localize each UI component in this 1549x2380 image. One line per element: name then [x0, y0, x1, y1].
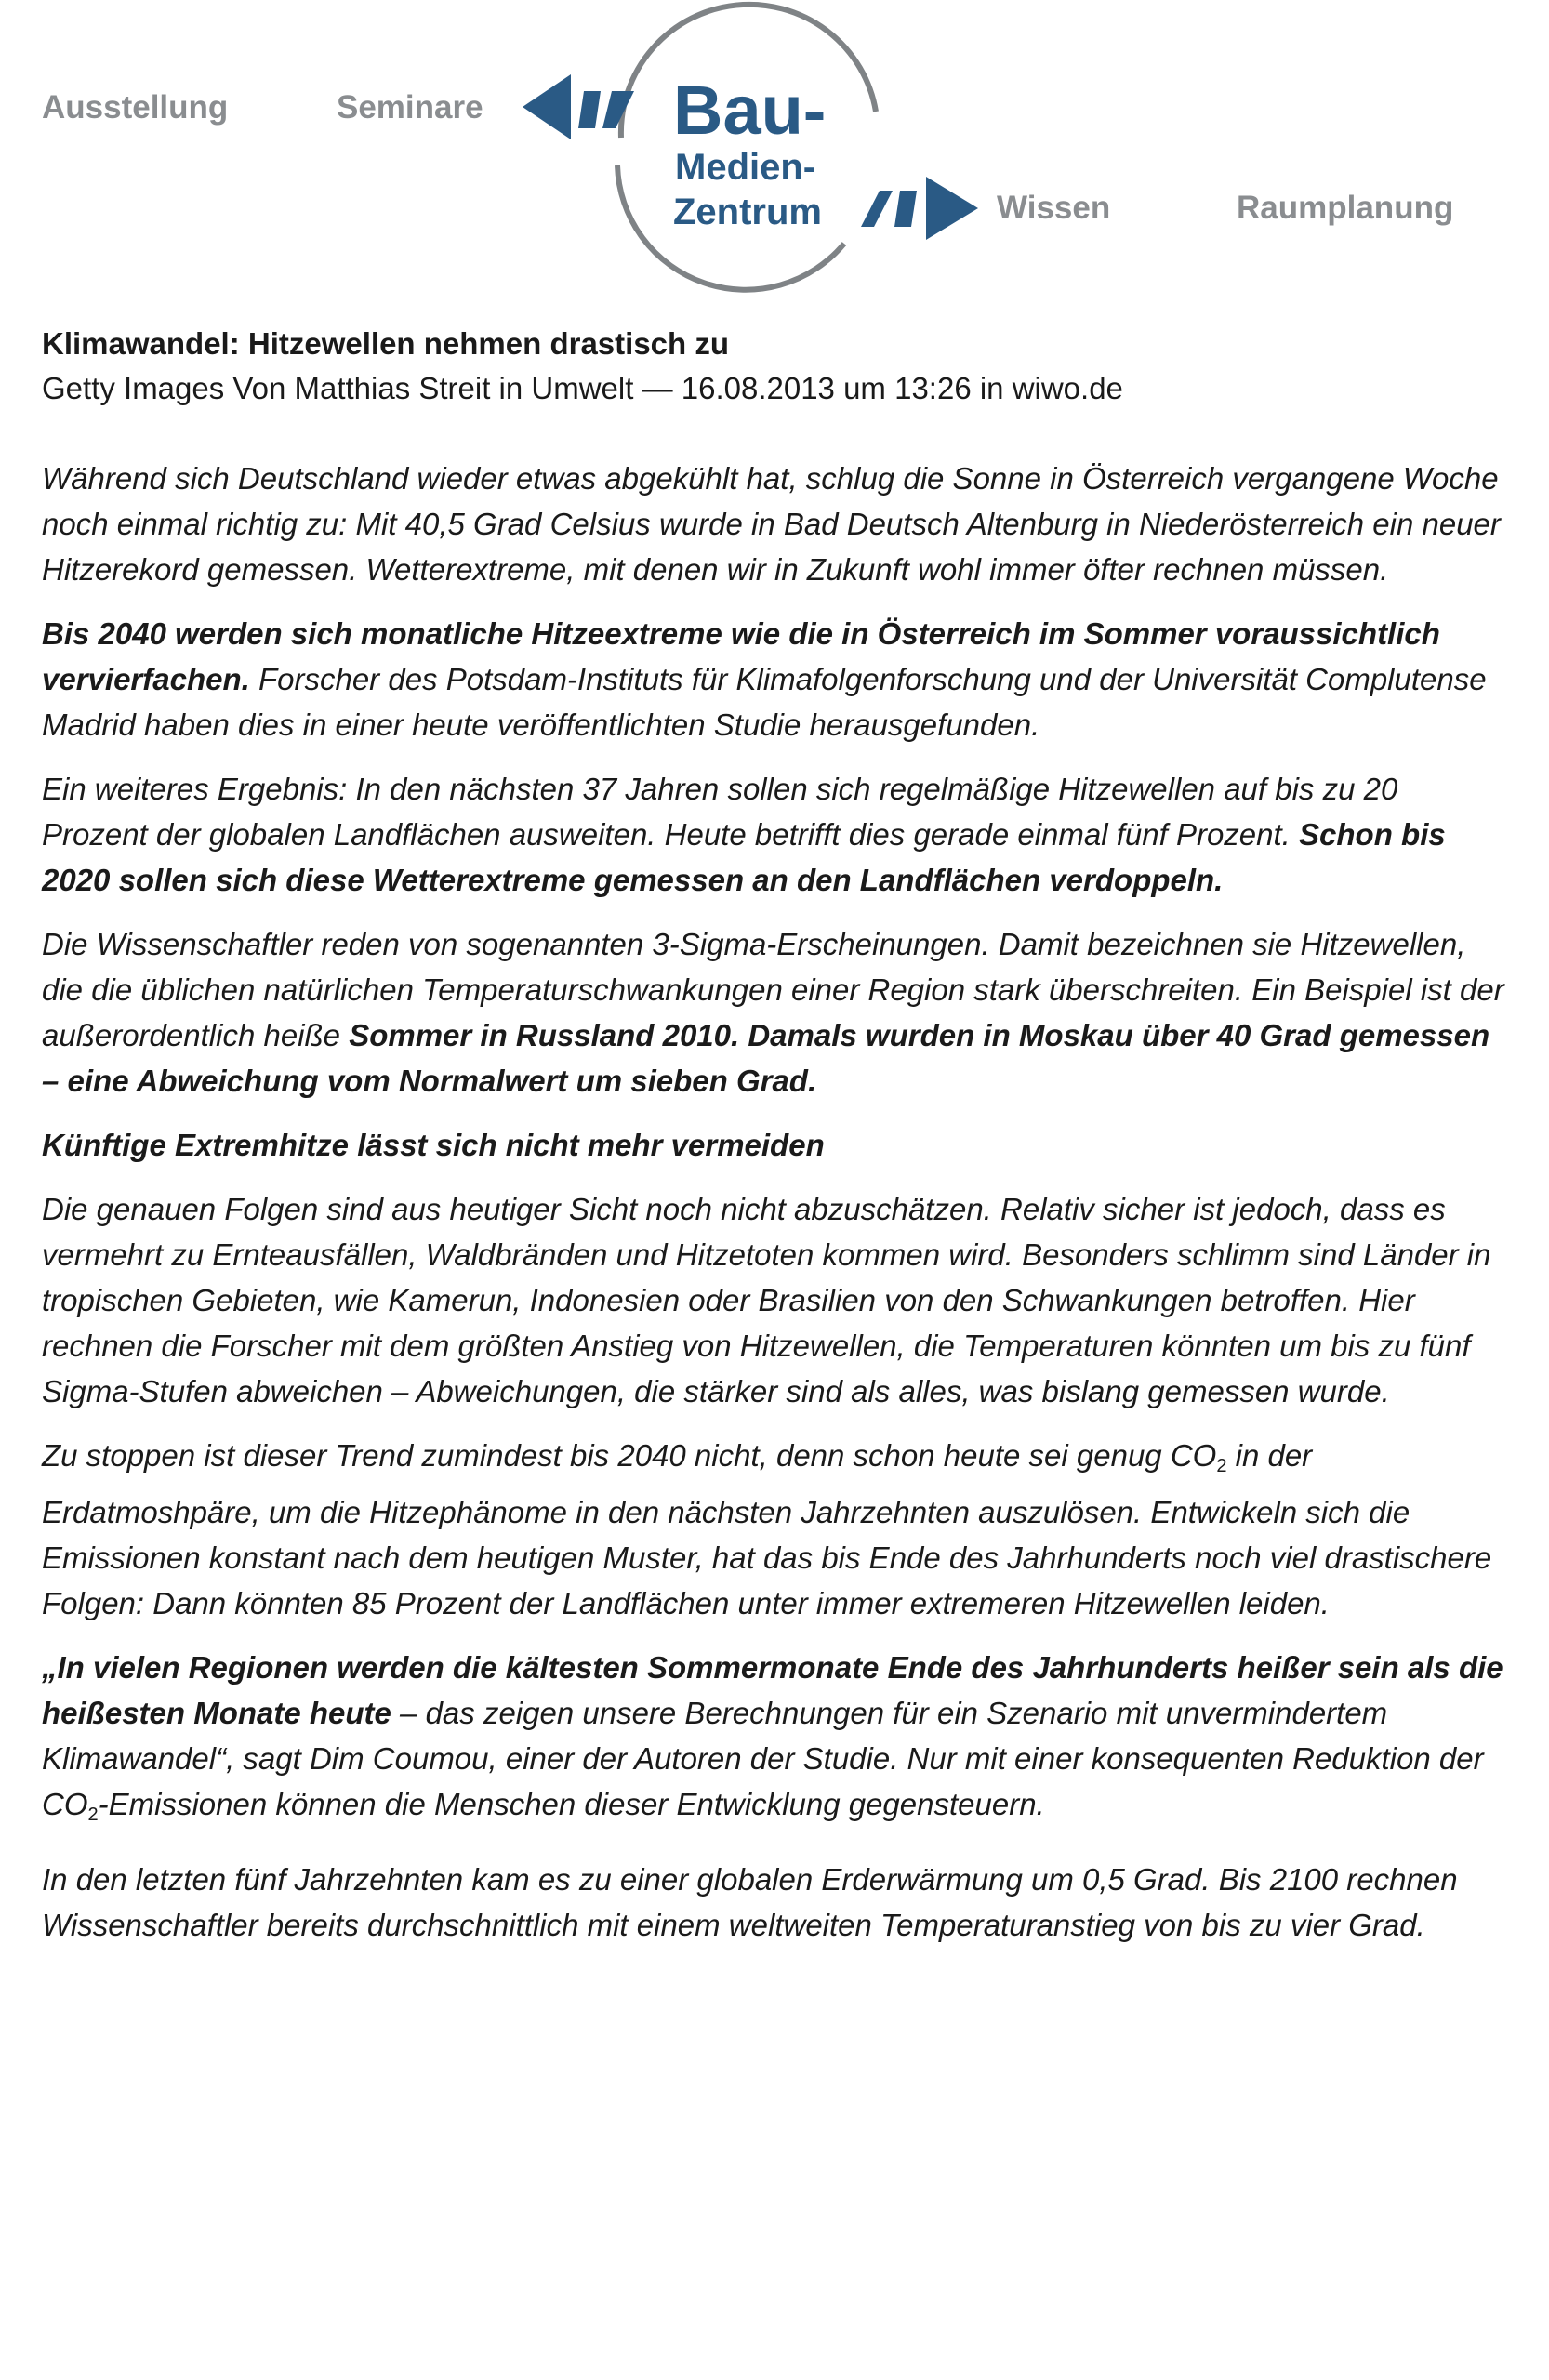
paragraph-4 — [42, 921, 1511, 1104]
paragraph-7-subscript: 2 — [87, 1805, 99, 1825]
left-arrow-icon — [523, 74, 571, 139]
paragraph-4-bold: Sommer in Russland 2010. Damals wurden in Moskau über 40 Grad gemessen – eine Abweichung vom Normalwert um sieben Grad. — [42, 1018, 1490, 1098]
paragraph-6-text-b: in der Erdatmoshpäre, um die Hitzephänome in den nächsten Jahrzehnten auszulösen. Entwickeln sich die Emissionen konstant nach dem heutigen Muster, hat das bis Ende des Jahrhunderts noch viel drastischere Folgen: Dann könnten 85 Prozent der Landflächen unter immer extremeren Hitzewellen leiden. — [42, 1438, 1492, 1620]
article — [42, 322, 1511, 1966]
logo-text-bau: Bau- — [673, 72, 827, 149]
left-bar-1-icon — [578, 91, 601, 128]
paragraph-5: Die genauen Folgen sind aus heutiger Sicht noch nicht abzuschätzen. Relativ sicher ist jedoch, dass es vermehrt zu Ernteausfällen, Waldbränden und Hitzetoten kommen wird. Besonders schlimm sind Länder in tropischen Gebieten, wie Kamerun, Indonesien oder Brasilien von den Schwankungen betroffen. Hier rechnen die Forscher mit dem größten Anstieg von Hitzewellen, die Temperaturen könnten um bis zu fünf Sigma-Stufen abweichen – Abweichungen, die stärker sind als alles, was bislang gemessen wurde. — [42, 1192, 1491, 1408]
paragraph-8: In den letzten fünf Jahrzehnten kam es zu einer globalen Erderwärmung um 0,5 Grad. Bis 2100 rechnen Wissenschaftler bereits durchschnittlich mit einem weltweiten Temperaturanstieg von bis zu vier Grad. — [42, 1862, 1458, 1942]
nav-wissen[interactable]: Wissen — [997, 190, 1111, 226]
right-arrow-icon — [926, 177, 978, 240]
paragraph-3-text: Ein weiteres Ergebnis: In den nächsten 37 Jahren sollen sich regelmäßige Hitzewellen auf bis zu 20 Prozent der globalen Landflächen ausweiten. Heute betrifft dies gerade einmal fünf Prozent. — [42, 772, 1398, 852]
logo-text-zentrum: Zentrum — [673, 192, 822, 232]
paragraph-6 — [42, 1433, 1511, 1626]
paragraph-4-text: Die Wissenschaftler reden von sogenannten 3-Sigma-Erscheinungen. Damit bezeichnen sie Hitzewellen, die die üblichen natürlichen Temperaturschwankungen einer Region stark überschreiten. Ein Beispiel ist der außerordentlich heiße — [42, 927, 1504, 1052]
site-header — [0, 0, 1549, 307]
paragraph-3 — [42, 766, 1511, 903]
paragraph-7-text-b: -Emissionen können die Menschen dieser Entwicklung gegensteuern. — [98, 1787, 1045, 1821]
right-bar-2-icon — [894, 191, 917, 227]
right-bar-1-icon — [861, 191, 893, 227]
nav-ausstellung[interactable]: Ausstellung — [42, 89, 229, 126]
paragraph-1: Während sich Deutschland wieder etwas abgekühlt hat, schlug die Sonne in Österreich vergangene Woche noch einmal richtig zu: Mit 40,5 Grad Celsius wurde in Bad Deutsch Altenburg in Niederösterreich ein neuer Hitzerekord gemessen. Wetterextreme, mit denen wir in Zukunft wohl immer öfter rechnen müssen. — [42, 461, 1501, 587]
paragraph-7 — [42, 1645, 1511, 1838]
nav-raumplanung[interactable]: Raumplanung — [1237, 190, 1454, 226]
article-title: Klimawandel: Hitzewellen nehmen drastisch zu — [42, 326, 730, 361]
paragraph-7-bold: „In vielen Regionen werden die kältesten Sommermonate Ende des Jahrhunderts heißer sein als die heißesten Monate heute — [42, 1650, 1503, 1730]
paragraph-3-bold: Schon bis 2020 sollen sich diese Wetterextreme gemessen an den Landflächen verdoppeln. — [42, 817, 1446, 897]
nav-seminare[interactable]: Seminare — [337, 89, 483, 126]
subheading: Künftige Extremhitze lässt sich nicht mehr vermeiden — [42, 1128, 825, 1162]
paragraph-7-text-a: – das zeigen unsere Berechnungen für ein Szenario mit unvermindertem Klimawandel“, sagt Dim Coumou, einer der Autoren der Studie. Nur mit einer konsequenten Reduktion der CO — [42, 1696, 1484, 1821]
article-byline: Getty Images Von Matthias Streit in Umwelt — 16.08.2013 um 13:26 in wiwo.de — [42, 371, 1123, 405]
paragraph-6-subscript: 2 — [1216, 1456, 1227, 1476]
paragraph-2-text: Forscher des Potsdam-Instituts für Klimafolgenforschung und der Universität Complutense Madrid haben dies in einer heute veröffentlichten Studie herausgefunden. — [42, 662, 1487, 742]
paragraph-2-bold: Bis 2040 werden sich monatliche Hitzeextreme wie die in Österreich im Sommer voraussichtlich vervierfachen. — [42, 616, 1440, 696]
paragraph-6-text-a: Zu stoppen ist dieser Trend zumindest bis 2040 nicht, denn schon heute sei genug CO — [42, 1438, 1217, 1473]
paragraph-2 — [42, 611, 1511, 747]
logo-text-medien: Medien- — [675, 147, 816, 188]
left-bar-2-icon — [602, 91, 634, 128]
